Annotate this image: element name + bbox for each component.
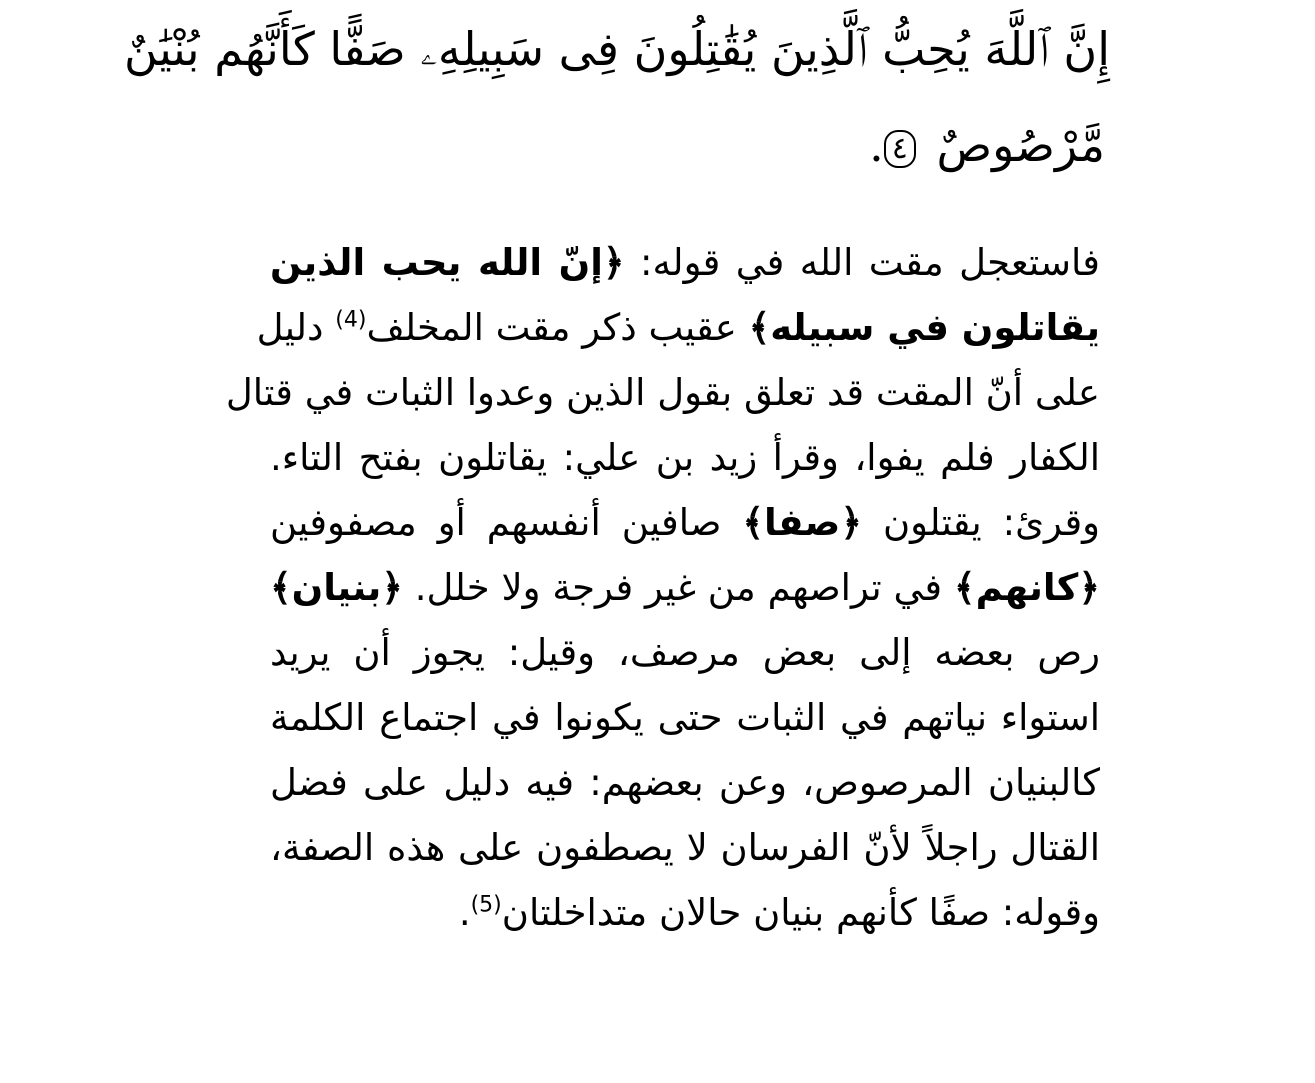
commentary-line <box>270 490 1100 555</box>
commentary-line <box>270 230 1100 295</box>
quoted-word: ﴿صفا﴾ <box>742 501 862 544</box>
commentary-text: دليل <box>256 306 336 349</box>
quoted-verse: يقاتلون في سبيله﴾ <box>748 306 1100 349</box>
quran-verse-text-end: مَّرْصُوصٌ <box>936 118 1105 172</box>
commentary-paragraph <box>225 230 1100 945</box>
quoted-word: ﴿بنيان﴾ <box>270 566 403 609</box>
commentary-line <box>270 880 1100 945</box>
quoted-word: ﴿كانهم﴾ <box>953 566 1100 609</box>
commentary-text: فاستعجل مقت الله في قوله: <box>624 241 1100 284</box>
quoted-verse: ﴿إنّ الله يحب الذين <box>270 241 625 284</box>
commentary-line: الكفار فلم يفوا، وقرأ زيد بن علي: يقاتلون بفتح التاء. <box>270 436 1100 479</box>
quran-verse-line-1 <box>124 14 1110 84</box>
footnote-marker[interactable]: (5) <box>470 892 502 918</box>
commentary-text: صافين أنفسهم أو مصفوفين <box>270 501 743 544</box>
verse-end-mark: . <box>869 118 884 172</box>
commentary-line <box>256 295 1100 360</box>
commentary-text: في تراصهم من غير فرجة ولا خلل. <box>402 566 954 609</box>
commentary-text: . <box>458 891 471 934</box>
footnote-marker[interactable]: (4) <box>335 307 367 333</box>
commentary-line: رص بعضه إلى بعض مرصف، وقيل: يجوز أن يريد <box>270 631 1100 674</box>
commentary-line: استواء نياتهم في الثبات حتى يكونوا في اجتماع الكلمة <box>270 696 1100 739</box>
ayah-number-marker: ٤ <box>884 130 916 168</box>
commentary-text: وقوله: صفًا كأنهم بنيان حالان متداخلتان <box>501 891 1100 934</box>
commentary-line: على أنّ المقت قد تعلق بقول الذين وعدوا الثبات في قتال <box>225 371 1100 414</box>
commentary-text: عقيب ذكر مقت المخلف <box>366 306 749 349</box>
commentary-line: كالبنيان المرصوص، وعن بعضهم: فيه دليل على فضل <box>270 761 1100 804</box>
quran-verse-text: إِنَّ ٱللَّهَ يُحِبُّ ٱلَّذِينَ يُقَٰتِلُونَ فِى سَبِيلِهِۦ صَفًّا كَأَنَّهُم بُنْيَٰنٌ <box>124 22 1110 76</box>
quran-verse-line-2 <box>869 110 1105 180</box>
commentary-text: وقرئ: يقتلون <box>862 501 1100 544</box>
commentary-line <box>270 555 1100 620</box>
commentary-line: القتال راجلاً لأنّ الفرسان لا يصطفون على هذه الصفة، <box>270 826 1100 869</box>
